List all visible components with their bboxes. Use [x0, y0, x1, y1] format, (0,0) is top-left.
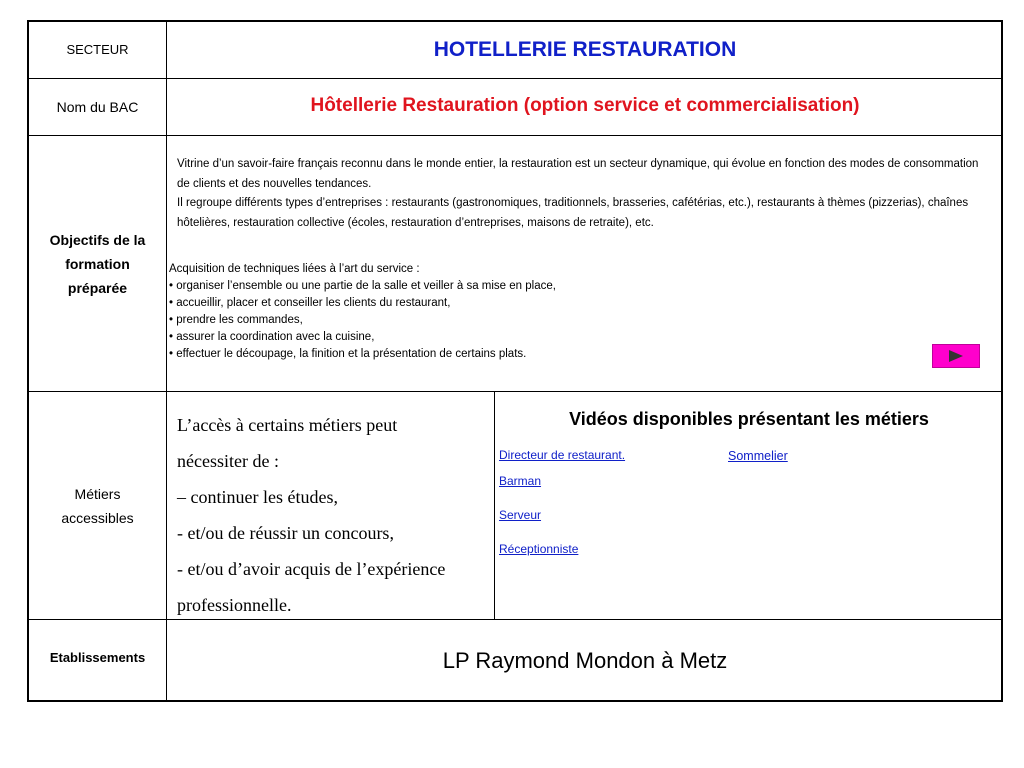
etablissements-label-cell	[29, 620, 167, 702]
link-sommelier[interactable]: Sommelier	[728, 449, 788, 463]
conditions-line: – continuer les études,	[177, 487, 338, 507]
etablissements-label: Etablissements	[49, 650, 146, 665]
bac-label-cell	[29, 79, 167, 136]
metiers-label-cell	[29, 392, 167, 620]
bac-value-cell	[167, 79, 1003, 136]
objectifs-list-item: • prendre les commandes,	[169, 314, 303, 326]
conditions-line: professionnelle.	[177, 595, 292, 615]
etablissements-value-cell	[167, 620, 1003, 702]
objectifs-list-item: • accueillir, placer et conseiller les clients du restaurant,	[169, 297, 451, 309]
conditions-line: L’accès à certains métiers peut	[177, 415, 398, 435]
objectifs-list	[169, 261, 869, 363]
objectifs-intro-paragraph: Vitrine d’un savoir-faire français reconnu dans le monde entier, la restauration est un secteur dynamique, qui évolue en fonction des modes de consommation de clients et des nouvelles tendances.	[177, 158, 979, 190]
objectifs-list-item: • organiser l’ensemble ou une partie de la salle et veiller à sa mise en place,	[169, 280, 556, 292]
conditions-line: - et/ou de réussir un concours,	[177, 523, 394, 543]
etablissements-value: LP Raymond Mondon à Metz	[442, 648, 728, 673]
secteur-title: HOTELLERIE RESTAURATION	[433, 38, 737, 61]
videos-title: Vidéos disponibles présentant les métiers	[569, 409, 929, 429]
objectifs-content-cell	[167, 136, 1003, 392]
objectifs-label-cell	[29, 136, 167, 392]
metiers-videos-cell	[495, 392, 1003, 620]
link-directeur-restaurant[interactable]: Directeur de restaurant.	[499, 448, 626, 462]
link-receptionniste[interactable]: Réceptionniste	[499, 542, 579, 556]
objectifs-list-item: Acquisition de techniques liées à l’art du service :	[169, 263, 420, 275]
play-button[interactable]	[932, 344, 980, 368]
play-icon	[947, 349, 965, 363]
conditions-line: - et/ou d’avoir acquis de l’expérience	[177, 559, 446, 579]
secteur-label: SECTEUR	[66, 42, 129, 57]
objectifs-list-item: • assurer la coordination avec la cuisine,	[169, 331, 375, 343]
link-barman[interactable]: Barman	[499, 474, 542, 488]
objectifs-intro-paragraph: Il regroupe différents types d’entreprises : restaurants (gastronomiques, traditionnels, brasseries, cafétérias, etc.), restaurants à thèmes (pizzerias), chaînes hôtelières, restauration collective (écoles, restauration d’entreprises, maisons de retraite), etc.	[177, 197, 969, 229]
objectifs-list-item: • effectuer le découpage, la finition et la présentation de certains plats.	[169, 348, 527, 360]
link-serveur[interactable]: Serveur	[499, 508, 542, 522]
secteur-value-cell	[167, 22, 1003, 79]
metiers-label: Métiers accessibles	[61, 485, 134, 526]
bac-title: Hôtellerie Restauration (option service et commercialisation)	[310, 95, 860, 116]
objectifs-intro	[177, 155, 989, 233]
secteur-label-cell	[29, 22, 167, 79]
conditions-line: nécessiter de :	[177, 451, 279, 471]
info-table	[27, 20, 1003, 702]
objectifs-label: Objectifs de la formation préparée	[49, 231, 146, 296]
bac-label: Nom du BAC	[56, 99, 139, 115]
metiers-conditions-cell	[167, 392, 495, 620]
